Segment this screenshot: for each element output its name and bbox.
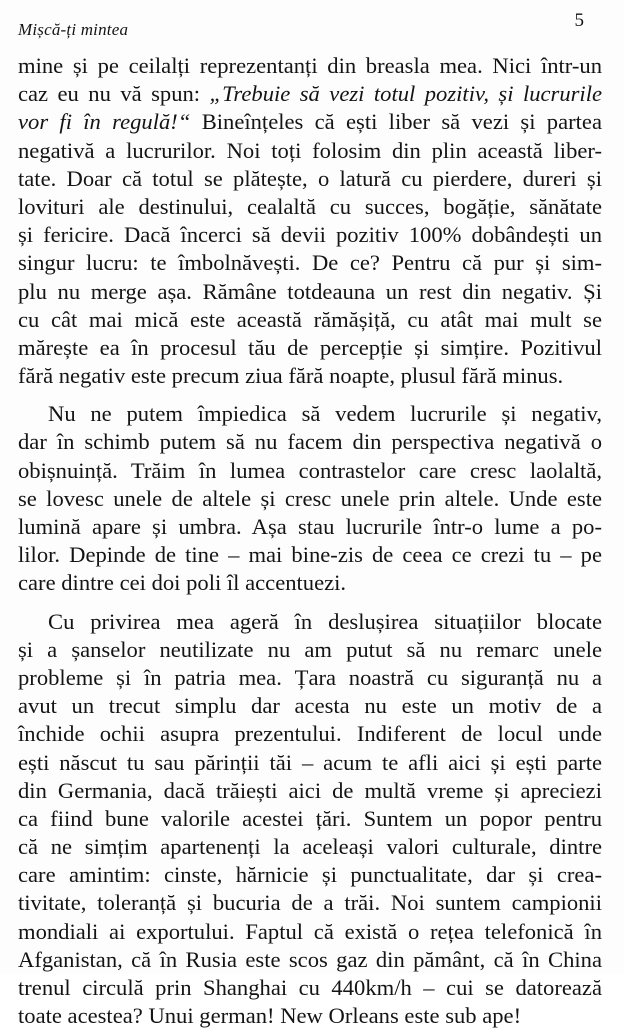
text-run: Nu ne putem împiedica să vedem lucrurile și negativ, bbox=[48, 401, 602, 427]
text-run: singur lucru: te îmbolnăvești. De ce? Pentru că pur și sim- bbox=[18, 250, 602, 276]
text-run: probleme și în patria mea. Țara noastră cu siguranță nu a bbox=[18, 664, 602, 690]
text-line bbox=[18, 165, 602, 193]
text-run: tivitate, toleranță și bucuria de a trăi. Noi suntem campionii bbox=[18, 890, 602, 916]
text-run: și fericire. Dacă încerci să devii pozitiv 100% dobândești un bbox=[18, 222, 602, 248]
text-run: care dintre cei doi poli îl accentuezi. bbox=[18, 570, 347, 596]
text-line bbox=[18, 428, 602, 456]
text-line bbox=[18, 400, 602, 428]
text-line bbox=[18, 278, 602, 306]
text-line bbox=[18, 193, 602, 221]
text-line bbox=[18, 485, 602, 513]
page-number: 5 bbox=[574, 10, 584, 31]
paragraph-gap bbox=[18, 390, 602, 400]
text-line bbox=[18, 720, 602, 748]
text-line bbox=[18, 974, 602, 1002]
paragraph bbox=[18, 52, 602, 390]
text-run: obișnuință. Trăim în lumea contrastelor care cresc laolaltă, bbox=[18, 457, 602, 483]
text-run: plu nu merge așa. Rămâne totdeauna un rest din negativ. Și bbox=[18, 278, 602, 304]
text-line bbox=[18, 541, 602, 569]
paragraph-gap bbox=[18, 598, 602, 608]
text-run: lovituri ale destinului, cealaltă cu succes, bogăție, sănătate bbox=[18, 193, 602, 219]
text-run: fără negativ este precum ziua fără noapte, plusul fără minus. bbox=[18, 363, 564, 389]
text-run: trenul circulă prin Shanghai cu 440km/h – cui se datorează bbox=[18, 975, 602, 1000]
italic-quote: „Trebuie să vezi totul pozitiv, și lucrurile bbox=[209, 81, 603, 107]
text-line bbox=[18, 306, 602, 334]
text-run: mărește ea în procesul tău de percepție și simțire. Pozitivul bbox=[18, 334, 602, 360]
text-line bbox=[18, 692, 602, 720]
text-run: se lovesc unele de altele și cresc unele prin altele. Unde este bbox=[18, 485, 602, 511]
text-line bbox=[18, 946, 602, 974]
text-run: avut un trecut simplu dar acesta nu este un motiv de a bbox=[18, 693, 602, 719]
text-line bbox=[18, 749, 602, 777]
text-run: din Germania, dacă trăiești aici de multă vreme și apreciezi bbox=[18, 777, 602, 803]
text-line bbox=[18, 805, 602, 833]
text-line bbox=[18, 1002, 602, 1030]
running-head: Mișcă-ți mintea bbox=[18, 20, 129, 39]
text-line bbox=[18, 362, 602, 390]
text-run: ești născut tu sau părinții tăi – acum te afli aici și ești parte bbox=[18, 749, 602, 775]
text-line bbox=[18, 833, 602, 861]
text-run: negativă a lucrurilor. Noi toți folosim din plin această liber- bbox=[18, 137, 602, 163]
body-text bbox=[18, 52, 602, 1030]
text-run: tate. Doar că totul se plătește, o latură cu pierdere, dureri și bbox=[18, 165, 602, 191]
text-run: lilor. Depinde de tine – mai bine-zis de ceea ce crezi tu – pe bbox=[18, 542, 602, 568]
italic-quote: vor fi în regulă!“ bbox=[18, 109, 191, 135]
paragraph bbox=[18, 608, 602, 1030]
text-run: care amintim: cinste, hărnicie și punctualitate, dar și crea- bbox=[18, 862, 602, 888]
text-run: mondiali ai exportului. Faptul că există o rețea telefonică în bbox=[18, 918, 602, 944]
text-line bbox=[18, 918, 602, 946]
text-run: cu cât mai mică este această rămășiță, cu atât mai mult se bbox=[18, 306, 602, 332]
text-run: și a șanselor neutilizate nu am putut să nu remarc unele bbox=[18, 636, 602, 662]
text-line bbox=[18, 80, 602, 108]
text-line bbox=[18, 108, 602, 136]
text-run: caz eu nu vă spun: bbox=[18, 81, 210, 107]
text-line bbox=[18, 334, 602, 362]
text-line bbox=[18, 777, 602, 805]
text-run: Bineînțeles că ești liber să vezi și partea bbox=[190, 109, 602, 135]
text-line bbox=[18, 608, 602, 636]
text-run: lumină apare și umbra. Așa stau lucrurile într-o lume a po- bbox=[18, 514, 602, 539]
text-line bbox=[18, 137, 602, 165]
text-run: ca fiind bune valorile acestei țări. Suntem un popor pentru bbox=[18, 805, 602, 831]
text-line bbox=[18, 569, 602, 597]
text-line bbox=[18, 513, 602, 541]
text-run: că ne simțim apartenenți la aceleași valori culturale, dintre bbox=[18, 834, 602, 860]
text-line bbox=[18, 249, 602, 277]
text-line bbox=[18, 457, 602, 485]
text-line bbox=[18, 636, 602, 664]
text-run: dar în schimb putem să nu facem din perspectiva negativă o bbox=[18, 429, 602, 455]
text-line bbox=[18, 664, 602, 692]
text-line bbox=[18, 861, 602, 889]
paragraph bbox=[18, 400, 602, 597]
text-line bbox=[18, 889, 602, 917]
text-run: închide ochii asupra prezentului. Indiferent de locul unde bbox=[18, 721, 602, 747]
text-run: mine și pe ceilalți reprezentanți din breasla mea. Nici într-un bbox=[18, 53, 602, 78]
text-line bbox=[18, 52, 602, 80]
text-run: Afganistan, că în Rusia este scos gaz din pământ, că în China bbox=[18, 946, 602, 972]
text-line bbox=[18, 221, 602, 249]
text-run: Cu privirea mea ageră în deslușirea situațiilor blocate bbox=[48, 608, 602, 634]
text-run: toate acestea? Unui german! New Orleans este sub ape! bbox=[18, 1003, 522, 1029]
